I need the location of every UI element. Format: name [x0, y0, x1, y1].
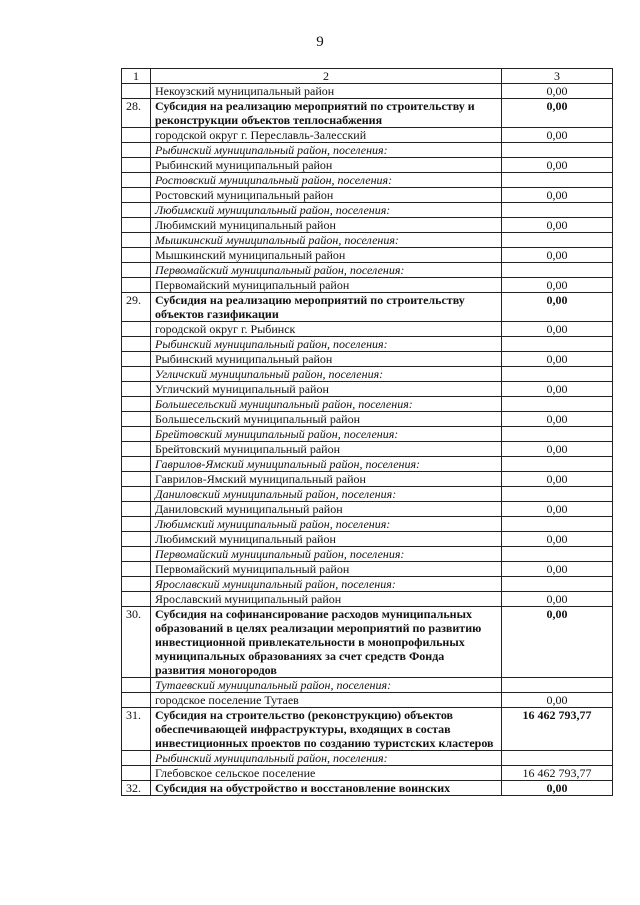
table-row-group — [122, 337, 613, 352]
row-name: Ростовский муниципальный район, поселения: — [151, 173, 502, 188]
row-value: 0,00 — [502, 99, 613, 128]
table-row — [122, 352, 613, 367]
row-value: 0,00 — [502, 693, 613, 708]
row-value: 0,00 — [502, 248, 613, 263]
table-row-group — [122, 427, 613, 442]
row-name: Рыбинский муниципальный район, поселения: — [151, 143, 502, 158]
table-row-group — [122, 517, 613, 532]
table-row — [122, 322, 613, 337]
row-value: 0,00 — [502, 442, 613, 457]
row-name: Мышкинский муниципальный район — [151, 248, 502, 263]
row-value — [502, 678, 613, 693]
row-name: Ярославский муниципальный район, поселения: — [151, 577, 502, 592]
row-number: 31. — [122, 708, 151, 751]
row-name: Брейтовский муниципальный район, поселения: — [151, 427, 502, 442]
row-value: 16 462 793,77 — [502, 766, 613, 781]
table-row-title — [122, 607, 613, 678]
row-value — [502, 397, 613, 412]
row-name: Первомайский муниципальный район, поселения: — [151, 263, 502, 278]
row-name: Любимский муниципальный район — [151, 218, 502, 233]
table-row-group — [122, 547, 613, 562]
row-value — [502, 143, 613, 158]
row-name: городское поселение Тутаев — [151, 693, 502, 708]
table-row-title — [122, 708, 613, 751]
row-name: Субсидия на обустройство и восстановление воинских — [151, 781, 502, 796]
table-row-group — [122, 143, 613, 158]
row-name: Субсидия на реализацию мероприятий по строительству и реконструкции объектов теплоснабжения — [151, 99, 502, 128]
row-name: Любимский муниципальный район — [151, 532, 502, 547]
row-name: Любимский муниципальный район, поселения: — [151, 517, 502, 532]
table-row — [122, 188, 613, 203]
table-row — [122, 412, 613, 427]
subsidy-table — [121, 68, 613, 796]
table-row — [122, 442, 613, 457]
table-row — [122, 158, 613, 173]
table-row — [122, 382, 613, 397]
row-name: Первомайский муниципальный район, поселения: — [151, 547, 502, 562]
row-value — [502, 457, 613, 472]
row-name: Ростовский муниципальный район — [151, 188, 502, 203]
table-row — [122, 562, 613, 577]
row-value — [502, 263, 613, 278]
row-name: Первомайский муниципальный район — [151, 278, 502, 293]
row-value — [502, 367, 613, 382]
row-number: 32. — [122, 781, 151, 796]
row-name: Рыбинский муниципальный район — [151, 352, 502, 367]
row-value: 0,00 — [502, 472, 613, 487]
row-value: 0,00 — [502, 562, 613, 577]
row-name: Большесельский муниципальный район — [151, 412, 502, 427]
row-name: Первомайский муниципальный район — [151, 562, 502, 577]
table-row-title — [122, 99, 613, 128]
row-name: Тутаевский муниципальный район, поселения: — [151, 678, 502, 693]
page-number: 9 — [316, 34, 324, 50]
row-name: городской округ г. Рыбинск — [151, 322, 502, 337]
table-row — [122, 693, 613, 708]
row-value — [502, 517, 613, 532]
row-value: 0,00 — [502, 128, 613, 143]
row-value: 0,00 — [502, 188, 613, 203]
table-header-row — [122, 69, 613, 84]
row-name: Рыбинский муниципальный район, поселения: — [151, 751, 502, 766]
row-name: Ярославский муниципальный район — [151, 592, 502, 607]
row-value: 0,00 — [502, 781, 613, 796]
row-name: Гаврилов-Ямский муниципальный район — [151, 472, 502, 487]
row-name: Рыбинский муниципальный район — [151, 158, 502, 173]
row-value — [502, 547, 613, 562]
table-row — [122, 278, 613, 293]
row-value: 0,00 — [502, 84, 613, 99]
row-value: 16 462 793,77 — [502, 708, 613, 751]
row-name: Угличский муниципальный район, поселения: — [151, 367, 502, 382]
row-value: 0,00 — [502, 412, 613, 427]
table-row-group — [122, 487, 613, 502]
row-name: Большесельский муниципальный район, поселения: — [151, 397, 502, 412]
row-name: Глебовское сельское поселение — [151, 766, 502, 781]
row-name: Угличский муниципальный район — [151, 382, 502, 397]
row-name: Мышкинский муниципальный район, поселения: — [151, 233, 502, 248]
table-row-group — [122, 203, 613, 218]
row-value: 0,00 — [502, 382, 613, 397]
row-value — [502, 173, 613, 188]
table-row — [122, 218, 613, 233]
row-number: 29. — [122, 293, 151, 322]
row-name: Субсидия на строительство (реконструкцию) объектов обеспечивающей инфраструктуры, входящих в состав инвестиционных проектов по созданию туристских кластеров — [151, 708, 502, 751]
row-value — [502, 751, 613, 766]
row-value — [502, 203, 613, 218]
row-name: Некоузский муниципальный район — [151, 84, 502, 99]
table-row-group — [122, 397, 613, 412]
table-row — [122, 84, 613, 99]
table-row — [122, 472, 613, 487]
row-name: Субсидия на софинансирование расходов муниципальных образований в целях реализации мероприятий по развитию инвестиционной привлекательности в монопрофильных муниципальных образованиях за счет средств Фонда развития моногородов — [151, 607, 502, 678]
table-row-group — [122, 457, 613, 472]
row-name: Гаврилов-Ямский муниципальный район, поселения: — [151, 457, 502, 472]
table-row-title — [122, 781, 613, 796]
row-value: 0,00 — [502, 532, 613, 547]
row-value: 0,00 — [502, 352, 613, 367]
row-value: 0,00 — [502, 502, 613, 517]
row-value — [502, 577, 613, 592]
row-name: Даниловский муниципальный район — [151, 502, 502, 517]
row-name: Любимский муниципальный район, поселения: — [151, 203, 502, 218]
table-row-group — [122, 367, 613, 382]
row-number: 28. — [122, 99, 151, 128]
table-row-group — [122, 263, 613, 278]
table-row — [122, 248, 613, 263]
header-col-name: 2 — [151, 69, 502, 84]
table-row-group — [122, 751, 613, 766]
row-value: 0,00 — [502, 607, 613, 678]
row-value — [502, 427, 613, 442]
table-row-group — [122, 233, 613, 248]
table-row — [122, 502, 613, 517]
row-name: Даниловский муниципальный район, поселения: — [151, 487, 502, 502]
row-number: 30. — [122, 607, 151, 678]
row-value — [502, 233, 613, 248]
table-row-group — [122, 678, 613, 693]
row-name: Брейтовский муниципальный район — [151, 442, 502, 457]
table-row — [122, 766, 613, 781]
row-value: 0,00 — [502, 293, 613, 322]
row-name: Субсидия на реализацию мероприятий по строительству объектов газификации — [151, 293, 502, 322]
row-value: 0,00 — [502, 218, 613, 233]
table-row — [122, 128, 613, 143]
row-value — [502, 337, 613, 352]
header-col-value: 3 — [502, 69, 613, 84]
table-row-group — [122, 577, 613, 592]
row-value — [502, 487, 613, 502]
row-name: городской округ г. Переславль-Залесский — [151, 128, 502, 143]
row-name: Рыбинский муниципальный район, поселения: — [151, 337, 502, 352]
table-row-group — [122, 173, 613, 188]
table-row-title — [122, 293, 613, 322]
header-col-number: 1 — [122, 69, 151, 84]
row-value: 0,00 — [502, 158, 613, 173]
row-value: 0,00 — [502, 322, 613, 337]
table-row — [122, 532, 613, 547]
row-value: 0,00 — [502, 592, 613, 607]
row-value: 0,00 — [502, 278, 613, 293]
table-row — [122, 592, 613, 607]
